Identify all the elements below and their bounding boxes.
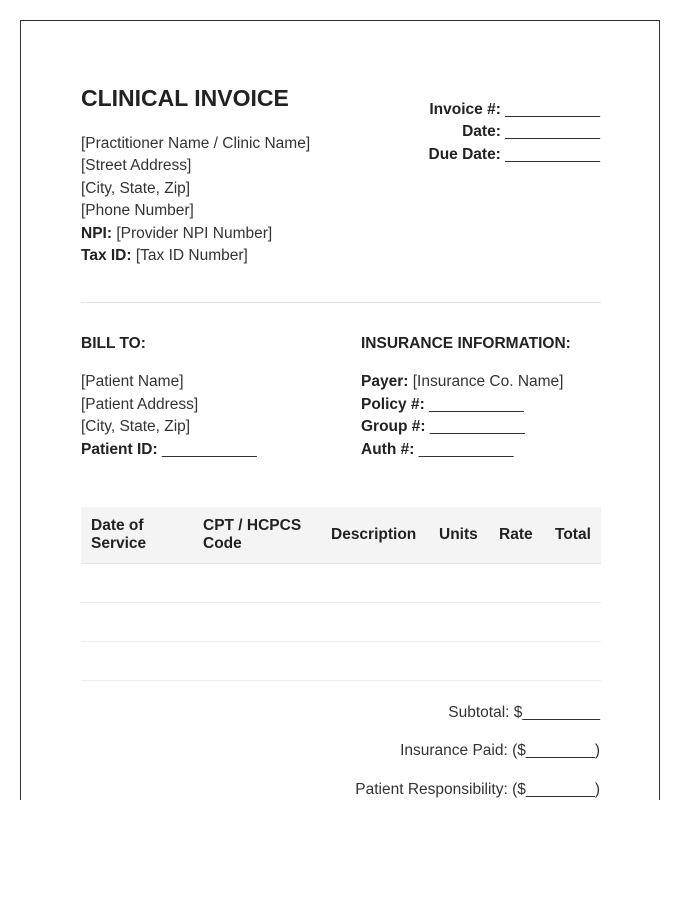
header-rate: Rate bbox=[489, 507, 545, 564]
auth-label: Auth #: bbox=[361, 440, 415, 458]
header-date-of-service: Date of Service bbox=[81, 507, 193, 564]
npi-label: NPI: bbox=[81, 224, 112, 242]
payer-line bbox=[361, 371, 563, 394]
invoice-date-blank: ___________ bbox=[505, 123, 600, 141]
invoice-page bbox=[20, 20, 660, 800]
table-cell[interactable] bbox=[321, 603, 429, 642]
insurance-paid-line: Insurance Paid: ($________) bbox=[400, 742, 600, 759]
policy-line bbox=[361, 394, 563, 417]
policy-label: Policy #: bbox=[361, 395, 425, 413]
due-date-line bbox=[429, 144, 601, 166]
invoice-date-label: Date: bbox=[462, 123, 501, 141]
table-cell[interactable] bbox=[321, 564, 429, 603]
bill-to-block bbox=[81, 371, 257, 461]
table-cell[interactable] bbox=[429, 642, 489, 681]
group-label: Group #: bbox=[361, 418, 426, 436]
patient-address: [Patient Address] bbox=[81, 395, 199, 413]
table-cell[interactable] bbox=[193, 603, 321, 642]
insurance-heading: INSURANCE INFORMATION: bbox=[361, 335, 571, 352]
subtotal-line: Subtotal: $_________ bbox=[448, 704, 600, 721]
table-cell[interactable] bbox=[489, 642, 545, 681]
practitioner-phone: [Phone Number] bbox=[81, 202, 194, 220]
table-cell[interactable] bbox=[81, 642, 193, 681]
header-units: Units bbox=[429, 507, 489, 564]
header-code: CPT / HCPCS Code bbox=[193, 507, 321, 564]
tax-id-label: Tax ID: bbox=[81, 247, 132, 265]
practitioner-name: [Practitioner Name / Clinic Name] bbox=[81, 135, 311, 152]
invoice-number-label: Invoice #: bbox=[429, 101, 501, 118]
npi-line bbox=[81, 223, 310, 245]
auth-line bbox=[361, 439, 563, 462]
table-cell[interactable] bbox=[81, 564, 193, 603]
npi-value: [Provider NPI Number] bbox=[116, 224, 273, 242]
invoice-number-blank: ___________ bbox=[505, 101, 600, 118]
insurance-block bbox=[361, 371, 563, 461]
auth-blank: ___________ bbox=[418, 440, 514, 458]
table-row bbox=[81, 642, 601, 681]
table-cell[interactable] bbox=[429, 603, 489, 642]
table-cell[interactable] bbox=[545, 642, 601, 681]
header-description: Description bbox=[321, 507, 429, 564]
table-cell[interactable] bbox=[429, 564, 489, 603]
header-total: Total bbox=[545, 507, 601, 564]
table-cell[interactable] bbox=[321, 642, 429, 681]
policy-blank: ___________ bbox=[429, 395, 524, 413]
services-table bbox=[81, 507, 601, 681]
practitioner-info bbox=[81, 133, 310, 267]
invoice-meta bbox=[429, 99, 601, 166]
patient-name: [Patient Name] bbox=[81, 373, 184, 390]
tax-id-line bbox=[81, 245, 310, 267]
group-line bbox=[361, 416, 563, 439]
practitioner-street: [Street Address] bbox=[81, 157, 192, 175]
table-cell[interactable] bbox=[193, 564, 321, 603]
group-blank: ___________ bbox=[429, 418, 525, 436]
table-header-row bbox=[81, 507, 601, 564]
table-cell[interactable] bbox=[81, 603, 193, 642]
table-cell[interactable] bbox=[193, 642, 321, 681]
due-date-blank: ___________ bbox=[505, 145, 600, 163]
table-cell[interactable] bbox=[545, 603, 601, 642]
table-cell[interactable] bbox=[489, 564, 545, 603]
patient-id-label: Patient ID: bbox=[81, 440, 158, 458]
invoice-title: CLINICAL INVOICE bbox=[81, 85, 289, 111]
bill-to-heading: BILL TO: bbox=[81, 335, 146, 352]
payer-label: Payer: bbox=[361, 373, 409, 390]
patient-city: [City, State, Zip] bbox=[81, 418, 191, 436]
patient-id-blank: ___________ bbox=[161, 440, 257, 458]
table-row bbox=[81, 603, 601, 642]
table-cell[interactable] bbox=[489, 603, 545, 642]
patient-responsibility-line: Patient Responsibility: ($________) bbox=[355, 781, 600, 798]
patient-id-line bbox=[81, 439, 257, 462]
table-row bbox=[81, 564, 601, 603]
practitioner-city: [City, State, Zip] bbox=[81, 179, 191, 197]
payer-value: [Insurance Co. Name] bbox=[412, 373, 564, 390]
due-date-label: Due Date: bbox=[428, 145, 501, 163]
section-divider bbox=[81, 302, 601, 303]
invoice-number-line bbox=[429, 99, 601, 121]
table-cell[interactable] bbox=[545, 564, 601, 603]
tax-id-value: [Tax ID Number] bbox=[135, 247, 248, 265]
invoice-date-line bbox=[429, 121, 601, 143]
